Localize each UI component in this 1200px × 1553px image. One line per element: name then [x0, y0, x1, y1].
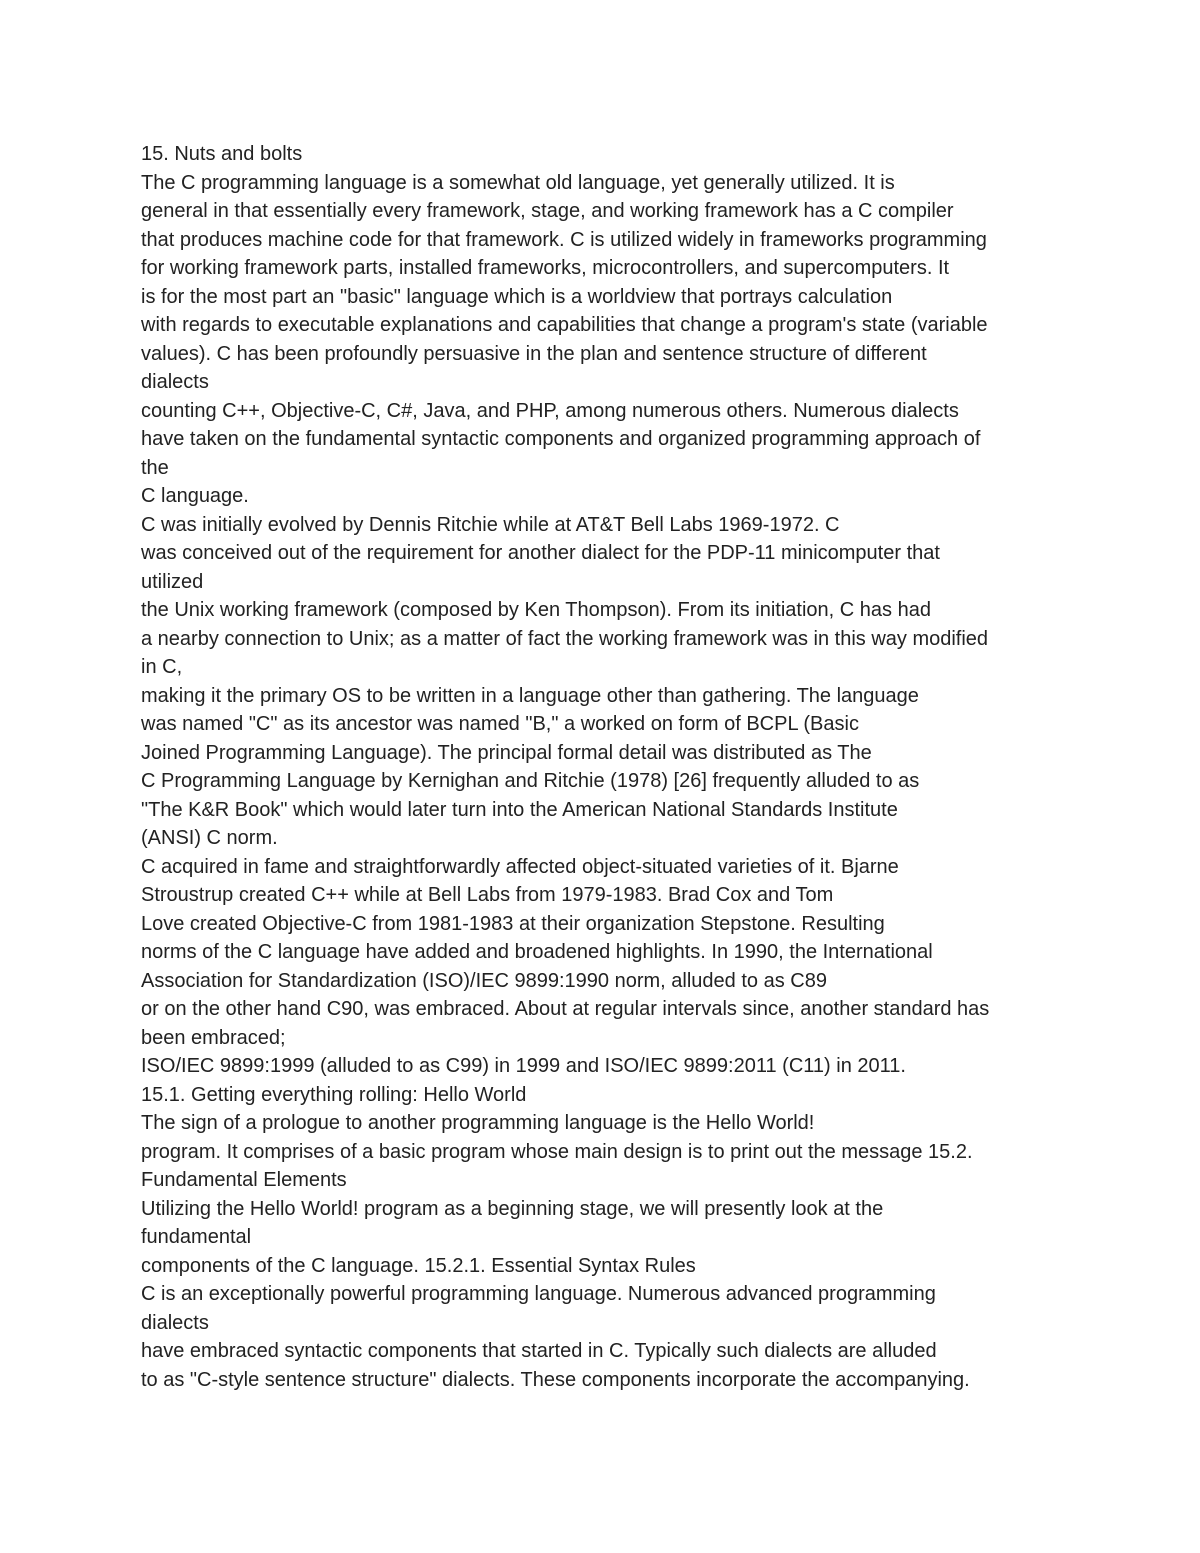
text-line: a nearby connection to Unix; as a matter of fact the working framework was in this way modified: [141, 627, 989, 650]
subsection-heading: 15.1. Getting everything rolling: Hello World: [141, 1083, 527, 1106]
text-line: Association for Standardization (ISO)/IEC 9899:1990 norm, alluded to as C89: [141, 969, 827, 992]
document-body: [141, 140, 1141, 1394]
subsection-heading: Fundamental Elements: [141, 1169, 347, 1191]
text-line: in C,: [141, 656, 183, 678]
text-line: C Programming Language by Kernighan and Ritchie (1978) [26] frequently alluded to as: [141, 770, 920, 792]
text-line: was named "C" as its ancestor was named "B," a worked on form of BCPL (Basic: [141, 713, 859, 735]
text-line: ISO/IEC 9899:1999 (alluded to as C99) in 1999 and ISO/IEC 9899:2011 (C11) in 2011.: [141, 1055, 906, 1077]
text-line: norms of the C language have added and broadened highlights. In 1990, the International: [141, 941, 933, 963]
text-line: The C programming language is a somewhat old language, yet generally utilized. It is: [141, 171, 895, 194]
text-line: the Unix working framework (composed by Ken Thompson). From its initiation, C has had: [141, 599, 931, 621]
text-line: fundamental: [141, 1226, 252, 1248]
text-line: (ANSI) C norm.: [141, 827, 278, 849]
text-line: or on the other hand C90, was embraced. About at regular intervals since, another standard has: [141, 998, 990, 1020]
text-line: been embraced;: [141, 1026, 286, 1049]
text-line: C acquired in fame and straightforwardly affected object-situated varieties of it. Bjarne: [141, 855, 899, 878]
text-line: C was initially evolved by Dennis Ritchie while at AT&T Bell Labs 1969-1972. C: [141, 513, 840, 536]
text-line: C is an exceptionally powerful programming language. Numerous advanced programming: [141, 1283, 936, 1305]
text-line: to as "C-style sentence structure" dialects. These components incorporate the accompanying.: [141, 1368, 970, 1391]
text-line: counting C++, Objective-C, C#, Java, and PHP, among numerous others. Numerous dialects: [141, 399, 959, 422]
text-line: utilized: [141, 570, 204, 593]
text-line: Joined Programming Language). The principal formal detail was distributed as The: [141, 741, 872, 764]
text-line: Stroustrup created C++ while at Bell Labs from 1979-1983. Brad Cox and Tom: [141, 884, 834, 906]
text-line: for working framework parts, installed frameworks, microcontrollers, and supercomputers. It: [141, 257, 950, 279]
text-line: with regards to executable explanations and capabilities that change a program's state (variable: [141, 314, 988, 336]
text-line: Utilizing the Hello World! program as a beginning stage, we will presently look at the: [141, 1197, 884, 1220]
text-line: have embraced syntactic components that started in C. Typically such dialects are alluded: [141, 1340, 937, 1362]
text-line: dialects: [141, 371, 209, 393]
text-line: components of the C language. 15.2.1. Essential Syntax Rules: [141, 1254, 696, 1277]
text-line: the: [141, 456, 169, 479]
text-line: "The K&R Book" which would later turn into the American National Standards Institute: [141, 798, 898, 821]
text-line: general in that essentially every framework, stage, and working framework has a C compiler: [141, 200, 954, 222]
text-line: making it the primary OS to be written in a language other than gathering. The language: [141, 684, 919, 707]
text-line: values). C has been profoundly persuasive in the plan and sentence structure of different: [141, 342, 927, 365]
text-line: have taken on the fundamental syntactic components and organized programming approach of: [141, 428, 981, 450]
text-line: C language.: [141, 485, 249, 507]
text-line: The sign of a prologue to another programming language is the Hello World!: [141, 1112, 815, 1134]
text-line: is for the most part an "basic" language which is a worldview that portrays calculation: [141, 285, 893, 308]
text-line: dialects: [141, 1311, 209, 1334]
text-line: program. It comprises of a basic program whose main design is to print out the message 15.2.: [141, 1140, 973, 1163]
text-line: that produces machine code for that framework. C is utilized widely in frameworks programming: [141, 228, 987, 251]
section-heading: 15. Nuts and bolts: [141, 143, 303, 165]
text-line: Love created Objective-C from 1981-1983 at their organization Stepstone. Resulting: [141, 912, 885, 935]
text-line: was conceived out of the requirement for another dialect for the PDP-11 minicomputer that: [141, 542, 940, 564]
